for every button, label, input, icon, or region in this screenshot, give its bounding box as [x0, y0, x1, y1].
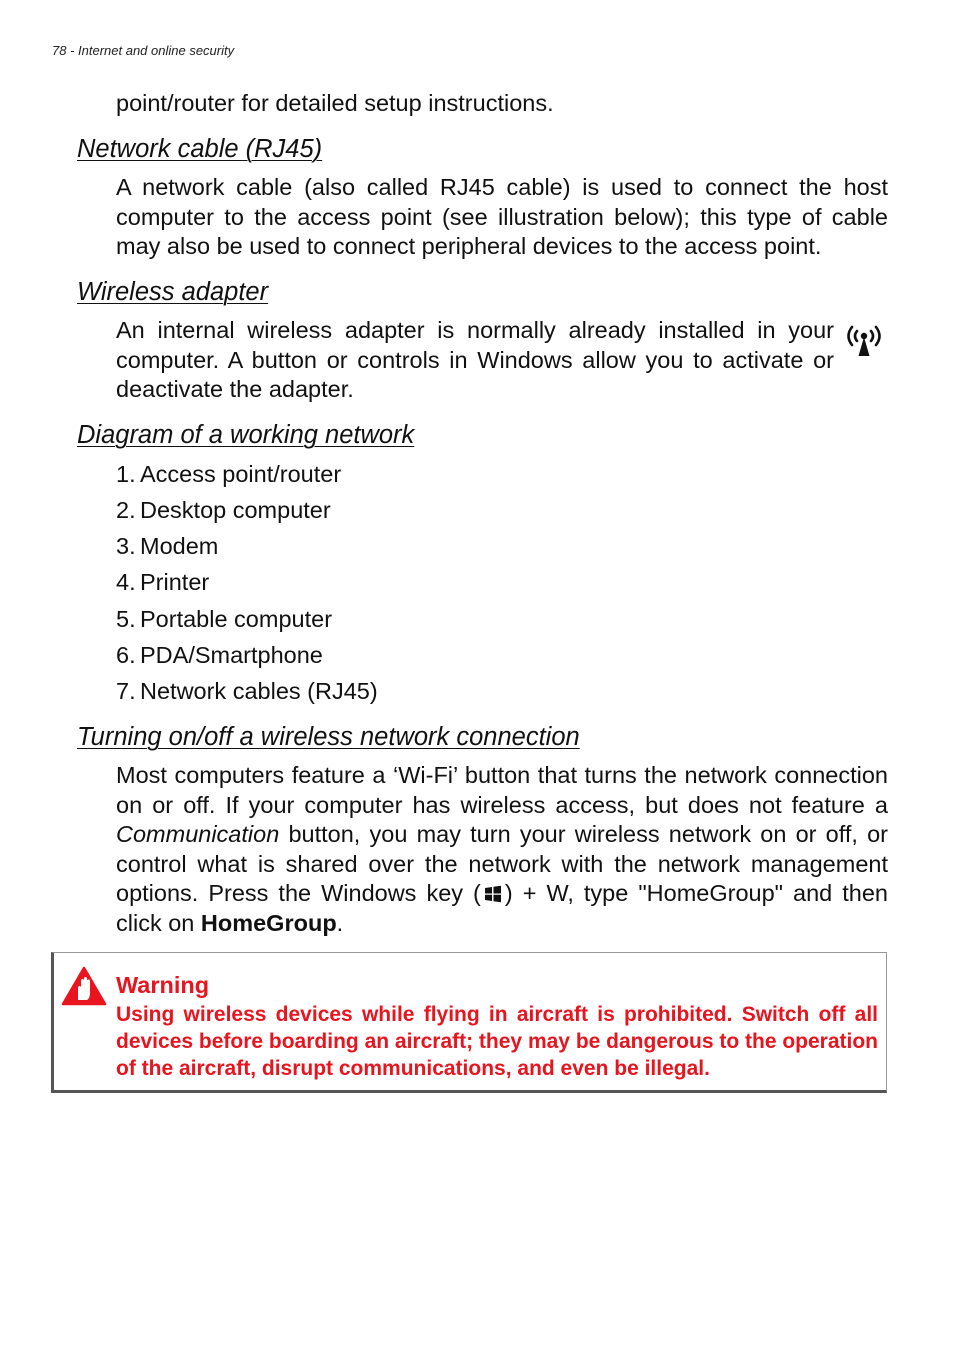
list-label: PDA/Smartphone: [140, 642, 323, 668]
warning-title: Warning: [116, 972, 210, 998]
list-number: 6.: [116, 642, 136, 668]
network-cable-paragraph: A network cable (also called RJ45 cable) is used to connect the host computer to the access point (see illustration below); this type of cable may also be used to connect peripheral devices to the access point.: [116, 174, 888, 260]
list-number: 1.: [116, 461, 136, 487]
communication-term: Communication: [116, 821, 280, 848]
list-item: [116, 604, 332, 634]
wireless-antenna-icon: [843, 322, 885, 358]
turning-wireless-paragraph: [116, 761, 888, 939]
warning-text: Using wireless devices while flying in aircraft is prohibited. Switch off all devices before boarding an aircraft; they may be dangerous to the operation of the aircraft, disrupt communications, and even be illegal.: [116, 1003, 878, 1081]
paragraph-text: .: [336, 909, 344, 936]
paragraph-text: button, you may turn your wireless network on or off, or control what is shared over the network with the network management options. Press the Windows key (: [116, 821, 888, 907]
list-label: Modem: [140, 533, 219, 559]
list-label: Desktop computer: [140, 497, 331, 523]
list-number: 4.: [116, 569, 136, 595]
heading-network-cable: Network cable (RJ45): [77, 135, 323, 163]
list-item: [116, 567, 209, 597]
wireless-adapter-paragraph: An internal wireless adapter is normally already installed in your computer. A button or controls in Windows allow you to activate or deactivate the adapter.: [116, 317, 834, 403]
list-label: Network cables (RJ45): [140, 678, 378, 704]
list-item: [116, 495, 331, 525]
homegroup-term: HomeGroup: [200, 909, 337, 936]
intro-continuation: point/router for detailed setup instructions.: [116, 90, 554, 116]
heading-wireless-adapter: Wireless adapter: [77, 278, 269, 306]
paragraph-text: ) + W, type "HomeGroup" and then click on: [116, 880, 888, 936]
list-number: 5.: [116, 606, 136, 632]
list-label: Portable computer: [140, 606, 333, 632]
list-item: [116, 531, 218, 561]
list-label: Printer: [140, 569, 210, 595]
heading-turning-wireless: Turning on/off a wireless network connection: [77, 723, 580, 751]
list-number: 2.: [116, 497, 136, 523]
running-head: 78 - Internet and online security: [52, 43, 235, 58]
warning-box: [51, 952, 887, 1093]
list-item: [116, 640, 323, 670]
list-number: 7.: [116, 678, 136, 704]
list-item: [116, 459, 341, 489]
paragraph-text: Most computers feature a ‘Wi-Fi’ button that turns the network connection on or off. If your computer has wireless access, but does not feature a: [116, 762, 888, 818]
warning-hand-icon: [61, 966, 107, 1006]
heading-diagram: Diagram of a working network: [77, 421, 415, 449]
windows-key-icon: [484, 885, 502, 903]
list-number: 3.: [116, 533, 136, 559]
list-label: Access point/router: [140, 461, 342, 487]
list-item: [116, 676, 378, 706]
